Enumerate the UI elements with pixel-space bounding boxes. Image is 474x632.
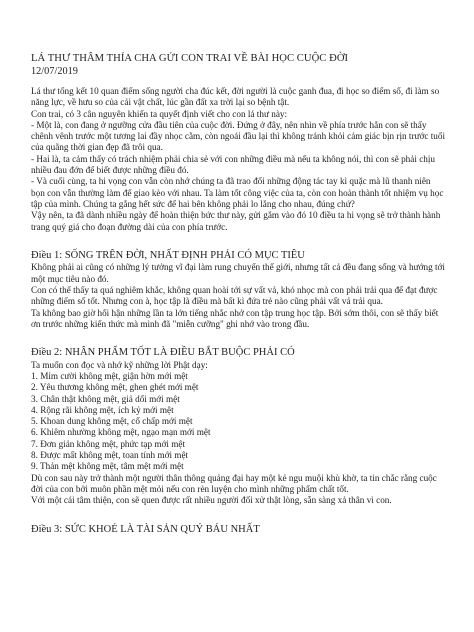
section-3 bbox=[31, 524, 445, 537]
list-item: 2. Yêu thương không mệt, ghen ghét mới mệt bbox=[31, 382, 199, 393]
section-heading: Điều 3: SỨC KHOẺ LÀ TÀI SẢN QUÝ BÁU NHẤT bbox=[31, 523, 260, 535]
intro-paragraph: - Và cuối cùng, ta hi vọng con vẫn còn nhớ chúng ta đã trao đổi những động tác tay kì quặc mà lũ thanh niên bọn con vẫn thường làm để giao kèo với nhau. Ta làm tốt công việc của ta, còn con hoàn thành tốt nhiệm vụ học tập của mình. Chúng ta gắng hết sức để hai bên không phải lo lắng cho nhau, đúng chứ? bbox=[31, 176, 444, 209]
document-date: 12/07/2019 bbox=[31, 65, 78, 77]
list-item: 8. Được mất không mệt, toan tính mới mệt bbox=[31, 450, 189, 461]
list-item: 3. Chân thật không mệt, giả dối mới mệt bbox=[31, 393, 180, 404]
intro-section bbox=[31, 86, 445, 233]
section-paragraph: Dù con sau này trở thành một người thân thông quảng đại hay một kẻ ngu muội khù khờ, ta tin chắc rằng cuộc đời của con bởi muôn phần mệt mỏi nếu con rèn luyện cho mình những phẩm chất tốt. bbox=[31, 472, 437, 494]
section-paragraph: Không phải ai cũng có những lý tưởng vĩ đại làm rung chuyển thế giới, nhưng tất cả đều đang sống và hướng tới một mục tiêu nào đó. bbox=[31, 262, 445, 284]
section-paragraph: Với một cái tâm thiện, con sẽ quen được rất nhiều người đối xử thật lòng, sẵn sàng xả thân vì con. bbox=[31, 495, 392, 506]
section-1 bbox=[31, 250, 445, 330]
intro-paragraph: - Hai là, ta cảm thấy có trách nhiệm phải chia sẻ với con những điều mà nếu ta không nói, thì con sẽ phải chịu nhiều đau đớn để biết được những điều đó. bbox=[31, 153, 436, 176]
intro-paragraph: - Một là, con đang ở ngưỡng cửa đầu tiên của cuộc đời. Đứng ở đây, nên nhìn về phía trước hẳn con sẽ thấy chênh vênh trước một tương lai đầy nhọc cằm, còn ngoái đầu lại thì không tránh khỏi cảm giác bịn rịn trước tuổi của quãng thời gian đẹp đã trôi qua. bbox=[31, 119, 446, 153]
section-heading: Điều 2: NHÂN PHẨM TỐT LÀ ĐIỀU BẮT BUỘC PHẢI CÓ bbox=[31, 347, 295, 359]
intro-paragraph: Vậy nên, ta đã dành nhiều ngày để hoàn thiện bức thư này, gửi gắm vào đó 10 điều ta hi vọng sẽ trở thành hành trang quý giá cho đoạn đường dài của con phía trước. bbox=[31, 210, 441, 232]
section-2 bbox=[31, 347, 445, 506]
list-item: 9. Thản mệt không mệt, tâm mệt mới mệt bbox=[31, 461, 184, 472]
section-paragraph: Ta không bao giờ hối hận những lần ta lớn tiếng nhắc nhở con tập trung học tập. Bởi sớm thôi, con sẽ thấy biết ơn trước những kiến thức mà mình đã "miễn cưỡng" ghi nhớ vào trong đầu. bbox=[31, 307, 439, 329]
section-paragraph: Ta muốn con đọc và nhớ kỹ những lời Phật dạy: bbox=[31, 359, 208, 370]
section-heading: Điều 1: SỐNG TRÊN ĐỜI, NHẤT ĐỊNH PHẢI CÓ MỤC TIÊU bbox=[31, 249, 305, 261]
document-content bbox=[31, 53, 445, 536]
intro-paragraph: Con trai, có 3 cân nguyên khiến ta quyết định viết cho con lá thư này: bbox=[31, 108, 288, 119]
list-item: 6. Khiêm nhường không mệt, ngạo mạn mới mệt bbox=[31, 427, 211, 438]
section-paragraph: Con có thể thấy ta quá nghiêm khắc, không quan hoài tới sự vất vả, khó nhọc mà con phải trải qua để đạt được những điểm số tốt. Nhưng con à, học tập là điều mà bất kì đứa trẻ nào cũng phải vất vả trải qua. bbox=[31, 284, 438, 307]
list-item: 5. Khoan dung không mệt, cố chấp mới mệt bbox=[31, 416, 193, 427]
list-item: 1. Mỉm cười không mệt, giận hờn mới mệt bbox=[31, 370, 188, 381]
list-item: 4. Rộng rãi không mệt, ích kỷ mới mệt bbox=[31, 404, 174, 415]
list-item: 7. Đơn giản không mệt, phức tạp mới mệt bbox=[31, 438, 186, 449]
document-title: LÁ THƯ THÂM THÍA CHA GỬI CON TRAI VỀ BÀI HỌC CUỘC ĐỜI bbox=[31, 53, 349, 64]
intro-paragraph: Lá thư tổng kết 10 quan điểm sống người cha đúc kết, đời người là cuộc ganh đua, đi học so điểm số, đi làm so năng lực, về hưu so của cải vật chất, lúc gần đất xa trời lại so bệnh tật. bbox=[31, 86, 440, 108]
